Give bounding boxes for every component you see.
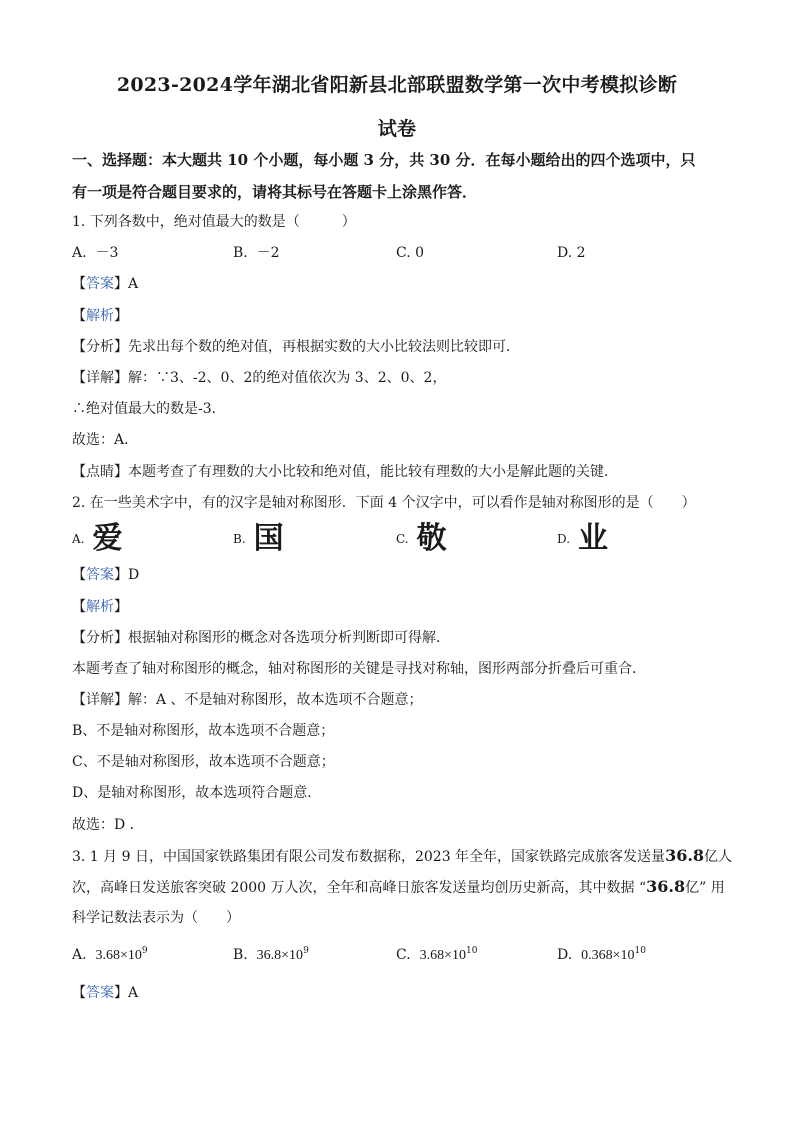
q1-choose: 故选：A． — [72, 432, 139, 448]
fenxi-text: 根据轴对称图形的概念对各选项分析判断即可得解． — [128, 630, 450, 646]
q1-option-a — [72, 243, 118, 263]
question-2-stem: 2. 在一些美术字中，有的汉字是轴对称图形．下面 4 个汉字中，可以看作是轴对称图形的是（ ） — [72, 495, 696, 511]
page-title-cont: 试卷 — [377, 118, 417, 140]
answer-tag: 答案 — [86, 985, 114, 1001]
stem-number: 36.8 — [665, 846, 705, 865]
q3-option-d — [557, 945, 646, 966]
q2-option-d — [557, 521, 608, 557]
q2-xiangjie: 【详解】解：A 、不是轴对称图形，故本选项不合题意； — [72, 692, 423, 708]
option-text: 2 — [576, 245, 586, 261]
section-heading-cont: 有一项是符合题目要求的，请将其标号在答题卡上涂黑作答． — [72, 183, 478, 201]
fenxi-tag: 分析 — [86, 339, 114, 355]
option-mantissa: 0.368×10 — [581, 948, 635, 963]
answer-tag: 答案 — [86, 567, 114, 583]
q2-answer: 【答案】D — [72, 567, 140, 583]
analysis-tag: 解析 — [86, 308, 114, 324]
q2-fenxi: 【分析】根据轴对称图形的概念对各选项分析判断即可得解． — [72, 630, 450, 646]
q1-option-c — [396, 243, 424, 263]
q1-option-b — [233, 243, 280, 263]
option-char: 国 — [253, 521, 284, 556]
q2-note: 本题考查了轴对称图形的概念，轴对称图形的关键是寻找对称轴，图形两部分折叠后可重合． — [72, 661, 646, 677]
q2-option-c — [396, 521, 447, 557]
question-3-stem-line1 — [72, 846, 732, 867]
q2-analysis-heading: 【解析】 — [72, 599, 128, 615]
option-char: 敬 — [416, 521, 447, 556]
question-3-stem-line2 — [72, 877, 725, 898]
answer-value: A — [128, 276, 139, 292]
fenxi-text: 先求出每个数的绝对值，再根据实数的大小比较法则比较即可． — [128, 339, 520, 355]
dianjing-tag: 点睛 — [86, 464, 114, 480]
q3-answer: 【答案】A — [72, 985, 139, 1001]
page-title: 2023-2024学年湖北省阳新县北部联盟数学第一次中考模拟诊断 — [116, 74, 678, 96]
question-3-stem-line3: 科学记数法表示为（ ） — [72, 910, 240, 926]
option-letter: B. — [233, 532, 246, 546]
option-letter: C. — [396, 947, 411, 963]
option-char: 业 — [578, 521, 609, 556]
q2-line-d: D、是轴对称图形，故本选项符合题意． — [72, 785, 322, 801]
q2-line-b: B、不是轴对称图形，故本选项不合题意； — [72, 723, 335, 739]
option-letter: D. — [557, 245, 573, 261]
option-mantissa: 3.68×10 — [419, 948, 466, 963]
option-exponent: 10 — [634, 946, 646, 956]
q2-choose: 故选：D ． — [72, 817, 144, 833]
option-letter: D. — [557, 947, 573, 963]
stem-text-tail: 亿人 — [704, 849, 733, 865]
stem-text-tail: 亿” 用 — [685, 880, 725, 896]
fenxi-tag: 分析 — [86, 630, 114, 646]
dianjing-text: 本题考查了有理数的大小比较和绝对值，能比较有理数的大小是解此题的关键． — [128, 464, 618, 480]
answer-value: A — [128, 985, 139, 1001]
option-mantissa: 3.68×10 — [95, 948, 142, 963]
xiangjie-tag: 详解 — [86, 692, 114, 708]
option-letter: A. — [72, 245, 87, 261]
stem-text: 次，高峰日发送旅客突破 2000 万人次，全年和高峰日旅客发送量均创历史新高，其中数据 “ — [72, 880, 647, 896]
option-letter: C. — [396, 532, 409, 546]
question-1-stem: 1. 下列各数中，绝对值最大的数是（ ） — [72, 214, 356, 230]
option-letter: C. — [396, 245, 411, 261]
q3-option-b — [233, 945, 309, 966]
q1-answer: 【答案】A — [72, 276, 139, 292]
option-letter: A. — [72, 947, 87, 963]
section-heading: 一、选择题：本大题共 10 个小题，每小题 3 分，共 30 分．在每小题给出的四个选项中，只 — [72, 151, 696, 169]
q3-option-c — [396, 945, 477, 966]
q1-fenxi: 【分析】先求出每个数的绝对值，再根据实数的大小比较法则比较即可． — [72, 339, 520, 355]
q2-option-a — [72, 521, 122, 557]
stem-number: 36.8 — [646, 877, 686, 896]
q1-xiangjie: 【详解】解：∵3、-2、0、2的绝对值依次为 3、2、0、2， — [72, 370, 447, 386]
option-text: 0 — [415, 245, 425, 261]
option-letter: B. — [233, 245, 248, 261]
option-char: 爱 — [92, 521, 123, 556]
option-letter: D. — [557, 532, 571, 546]
answer-value: D — [128, 567, 140, 583]
q1-analysis-heading: 【解析】 — [72, 308, 128, 324]
option-exponent: 9 — [303, 946, 309, 956]
q1-option-d — [557, 243, 586, 263]
option-text: －3 — [95, 245, 119, 261]
xiangjie-tag: 详解 — [86, 370, 114, 386]
xiangjie-text: 解：∵3、-2、0、2的绝对值依次为 3、2、0、2， — [128, 370, 447, 386]
q2-line-c: C、不是轴对称图形，故本选项不合题意； — [72, 754, 335, 770]
analysis-tag: 解析 — [86, 599, 114, 615]
q2-option-b — [233, 521, 284, 557]
answer-tag: 答案 — [86, 276, 114, 292]
q3-option-a — [72, 945, 148, 966]
option-letter: B. — [233, 947, 248, 963]
q1-dianjing: 【点睛】本题考查了有理数的大小比较和绝对值，能比较有理数的大小是解此题的关键． — [72, 464, 618, 480]
xiangjie-text: 解：A 、不是轴对称图形，故本选项不合题意； — [128, 692, 423, 708]
option-exponent: 10 — [465, 946, 478, 956]
q1-therefore: ∴绝对值最大的数是-3． — [72, 401, 226, 417]
stem-text: 3. 1 月 9 日，中国国家铁路集团有限公司发布数据称，2023 年全年，国家铁路完成旅客发送量 — [72, 849, 666, 865]
option-exponent: 9 — [141, 946, 148, 956]
option-mantissa: 36.8×10 — [256, 948, 304, 963]
option-letter: A. — [72, 532, 85, 546]
option-text: －2 — [256, 245, 280, 261]
